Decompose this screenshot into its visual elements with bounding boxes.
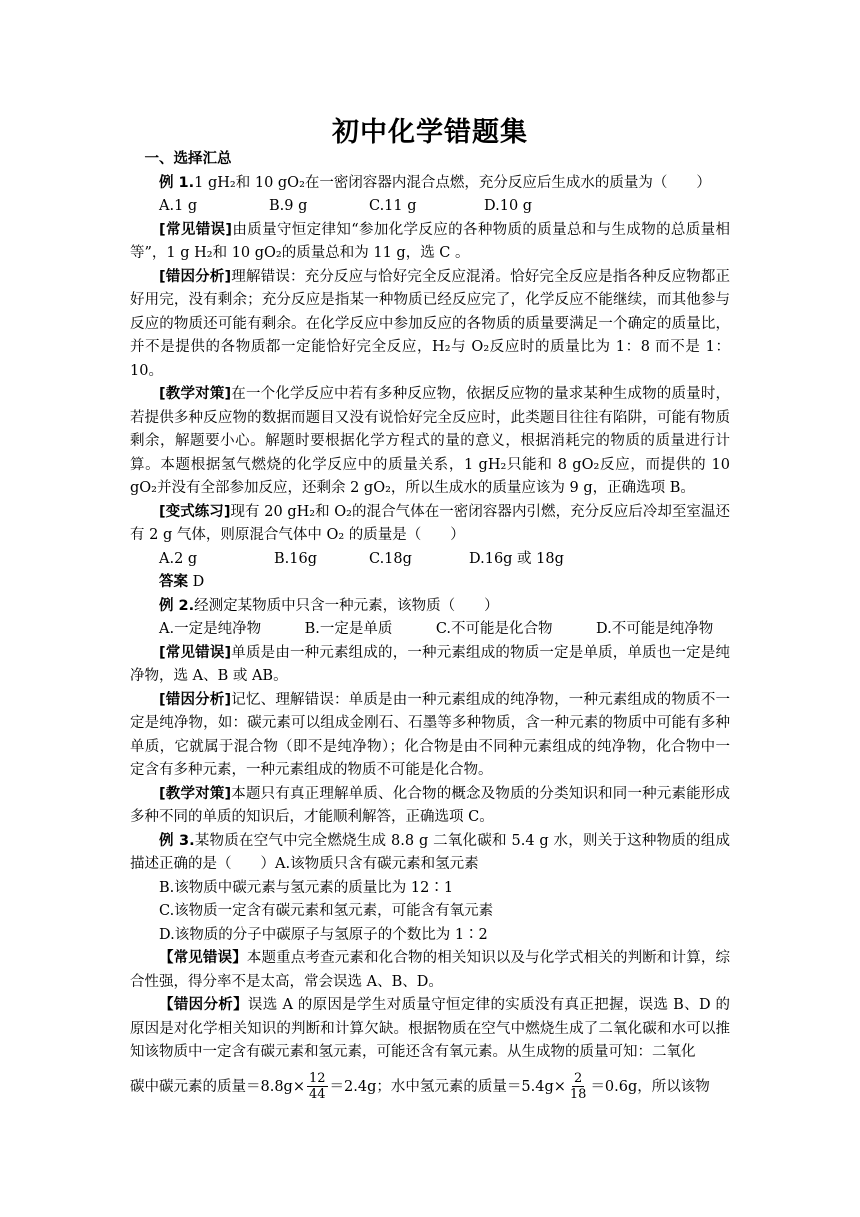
example-3-option-b: B.该物质中碳元素与氢元素的质量比为 12∶1: [159, 879, 454, 896]
option: D.16g 或 18g: [469, 550, 564, 567]
section-heading: 一、选择汇总: [144, 151, 232, 167]
document-body: [130, 148, 730, 1109]
option: A.1 g: [159, 198, 198, 214]
example-1-label: 例 1.: [159, 174, 195, 191]
example-3-option-c: C.该物质一定含有碳元素和氢元素，可能含有氧元素: [159, 903, 494, 919]
example-3-calculation: 碳中碳元素的质量＝8.8g× $\frac{12}{44}$ ＝2.4g；水中氢元素的质量＝5.4g× $\frac{2}{18}$ ＝0.6g，所以该物: [130, 1071, 710, 1102]
fraction-12-44: $\frac{12}{44}$: [309, 1071, 326, 1102]
option: B.16g: [274, 550, 317, 567]
option: C.18g: [369, 550, 412, 567]
example-1-question: 例 1.1 gH₂和 10 gO₂在一密闭容器内混合点燃，充分反应后生成水的质量为（ ）: [159, 174, 711, 191]
example-1-variant-exercise: [变式练习]现有 20 gH₂和 O₂的混合气体在一密闭容器内引燃，充分反应后冷却至室温还有 2 g 气体，则原混合气体中 O₂ 的质量是（ ）: [130, 503, 730, 543]
example-1-answer: 答案 D: [159, 574, 205, 590]
example-2-options: A.一定是纯净物 B.一定是单质 C.不可能是化合物 D.不可能是纯净物: [159, 621, 714, 637]
example-2-label: 例 2.: [159, 597, 195, 614]
example-2-common-error: [常见错误]单质是由一种元素组成的，一种元素组成的物质一定是单质，单质也一定是纯净物，选 A、B 或 AB。: [130, 644, 730, 684]
example-1-common-error: [常见错误]由质量守恒定律知“参加化学反应的各种物质的质量总和与生成物的总质量相等”，1 g H₂和 10 gO₂的质量总和为 11 g，选 C 。: [130, 221, 730, 261]
example-2-question: 例 2.经测定某物质中只含一种元素，该物质（ ）: [159, 597, 499, 614]
option: D.10 g: [484, 198, 533, 214]
example-2-teaching-strategy: [教学对策]本题只有真正理解单质、化合物的概念及物质的分类知识和同一种元素能形成多种不同的单质的知识后，才能顺利解答，正确选项 C。: [130, 785, 730, 825]
example-2-error-analysis: [错因分析]记忆、理解错误：单质是由一种元素组成的纯净物，一种元素组成的物质不一定是纯净物，如：碳元素可以组成金刚石、石墨等多种物质，含一种元素的物质中可能有多种单质，它就属于混合物（即不是纯净物）；化合物是由不同种元素组成的纯净物，化合物中一定含有多种元素，一种元素组成的物质不可能是化合物。: [130, 691, 730, 778]
example-1-variant-options: [130, 548, 730, 572]
fraction-2-18: $\frac{2}{18}$: [569, 1071, 587, 1102]
example-1-error-analysis: [错因分析]理解错误：充分反应与恰好完全反应混淆。恰好完全反应是指各种反应物都正好用完，没有剩余；充分反应是指某一种物质已经反应完了，化学反应不能继续，而其他参与反应的物质还可能有剩余。在化学反应中参加反应的各物质的质量要满足一个确定的质量比，并不是提供的各物质都一定能恰好完全反应，H₂与 O₂反应时的质量比为 1：8 而不是 1：10。: [130, 268, 730, 379]
option: C.11 g: [369, 198, 417, 214]
option: B.9 g: [269, 198, 308, 214]
example-3-question: 例 3.某物质在空气中完全燃烧生成 8.8 g 二氧化碳和 5.4 g 水，则关于这种物质的组成描述正确的是（ ）A.该物质只含有碳元素和氢元素: [130, 832, 730, 872]
example-1-options: [130, 195, 730, 219]
page-title: 初中化学错题集: [332, 117, 528, 148]
option: A.2 g: [159, 550, 198, 567]
example-3-error-analysis: 【错因分析】误选 A 的原因是学生对质量守恒定律的实质没有真正把握，误选 B、D 的原因是对化学相关知识的判断和计算欠缺。根据物质在空气中燃烧生成了二氧化碳和水可以推知该物质中一定含有碳元素和氢元素，可能还含有氧元素。从生成物的质量可知：二氧化: [130, 997, 731, 1060]
example-3-common-error: 【常见错误】本题重点考查元素和化合物的相关知识以及与化学式相关的判断和计算，综合性强，得分率不是太高，常会误选 A、B、D。: [130, 950, 731, 990]
example-1-teaching-strategy: [教学对策]在一个化学反应中若有多种反应物，依据反应物的量求某种生成物的质量时，若提供多种反应物的数据而题目又没有说恰好完全反应时，此类题目往往有陷阱，可能有物质剩余，解题要小心。解题时要根据化学方程式的量的意义，根据消耗完的物质的质量进行计算。本题根据氢气燃烧的化学反应中的质量关系，1 gH₂只能和 8 gO₂反应，而提供的 10 gO₂并没有全部参加反应，还剩余 2 gO₂，所以生成水的质量应该为 9 g，正确选项 B。: [130, 386, 730, 496]
example-3-label: 例 3.: [159, 832, 195, 849]
example-3-option-d: D.该物质的分子中碳原子与氢原子的个数比为 1∶2: [159, 926, 488, 943]
